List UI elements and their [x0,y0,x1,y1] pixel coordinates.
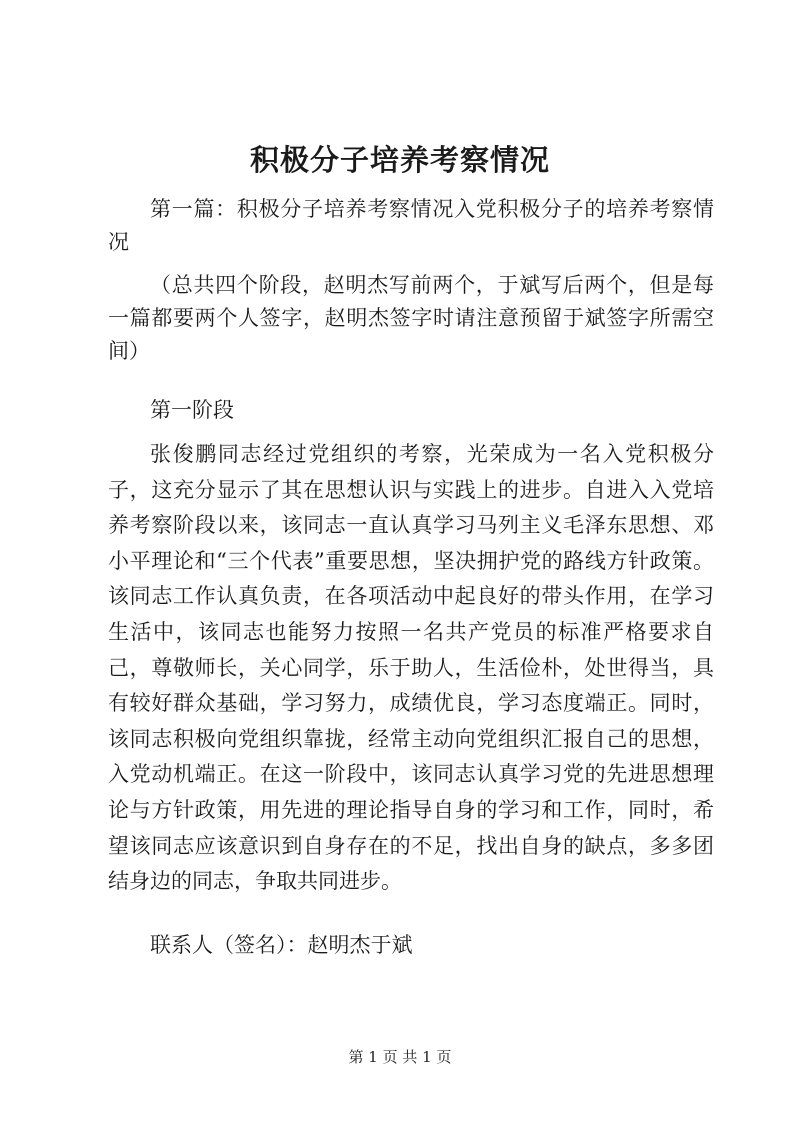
page-footer: 第 1 页 共 1 页 [348,1048,452,1066]
note-paragraph: （总共四个阶段，赵明杰写前两个，于斌写后两个，但是每一篇都要两个人签字，赵明杰签字时请注意预留于斌签字所需空间） [108,273,714,363]
evaluation-paragraph: 张俊鹏同志经过党组织的考察，光荣成为一名入党积极分子，这充分显示了其在思想认识与实践上的进步。自进入入党培养考察阶段以来，该同志一直认真学习马列主义毛泽东思想、邓小平理论和“三个代表”重要思想，坚决拥护党的路线方针政策。该同志工作认真负责，在各项活动中起良好的带头作用，在学习生活中，该同志也能努力按照一名共产党员的标准严格要求自己，尊敬师长，关心同学，乐于助人，生活俭朴，处世得当，具有较好群众基础，学习努力，成绩优良，学习态度端正。同时，该同志积极向党组织靠拢，经常主动向党组织汇报自己的思想，入党动机端正。在这一阶段中，该同志认真学习党的先进思想理论与方针政策，用先进的理论指导自身的学习和工作，同时，希望该同志应该意识到自身存在的不足，找出自身的缺点，多多团结身边的同志，争取共同进步。 [108,442,714,894]
signature-line: 联系人（签名）：赵明杰于斌 [150,933,413,957]
document-title: 积极分子培养考察情况 [249,143,550,177]
stage-heading: 第一阶段 [150,398,234,422]
section-heading-paragraph: 第一篇：积极分子培养考察情况入党积极分子的培养考察情况 [108,197,714,254]
